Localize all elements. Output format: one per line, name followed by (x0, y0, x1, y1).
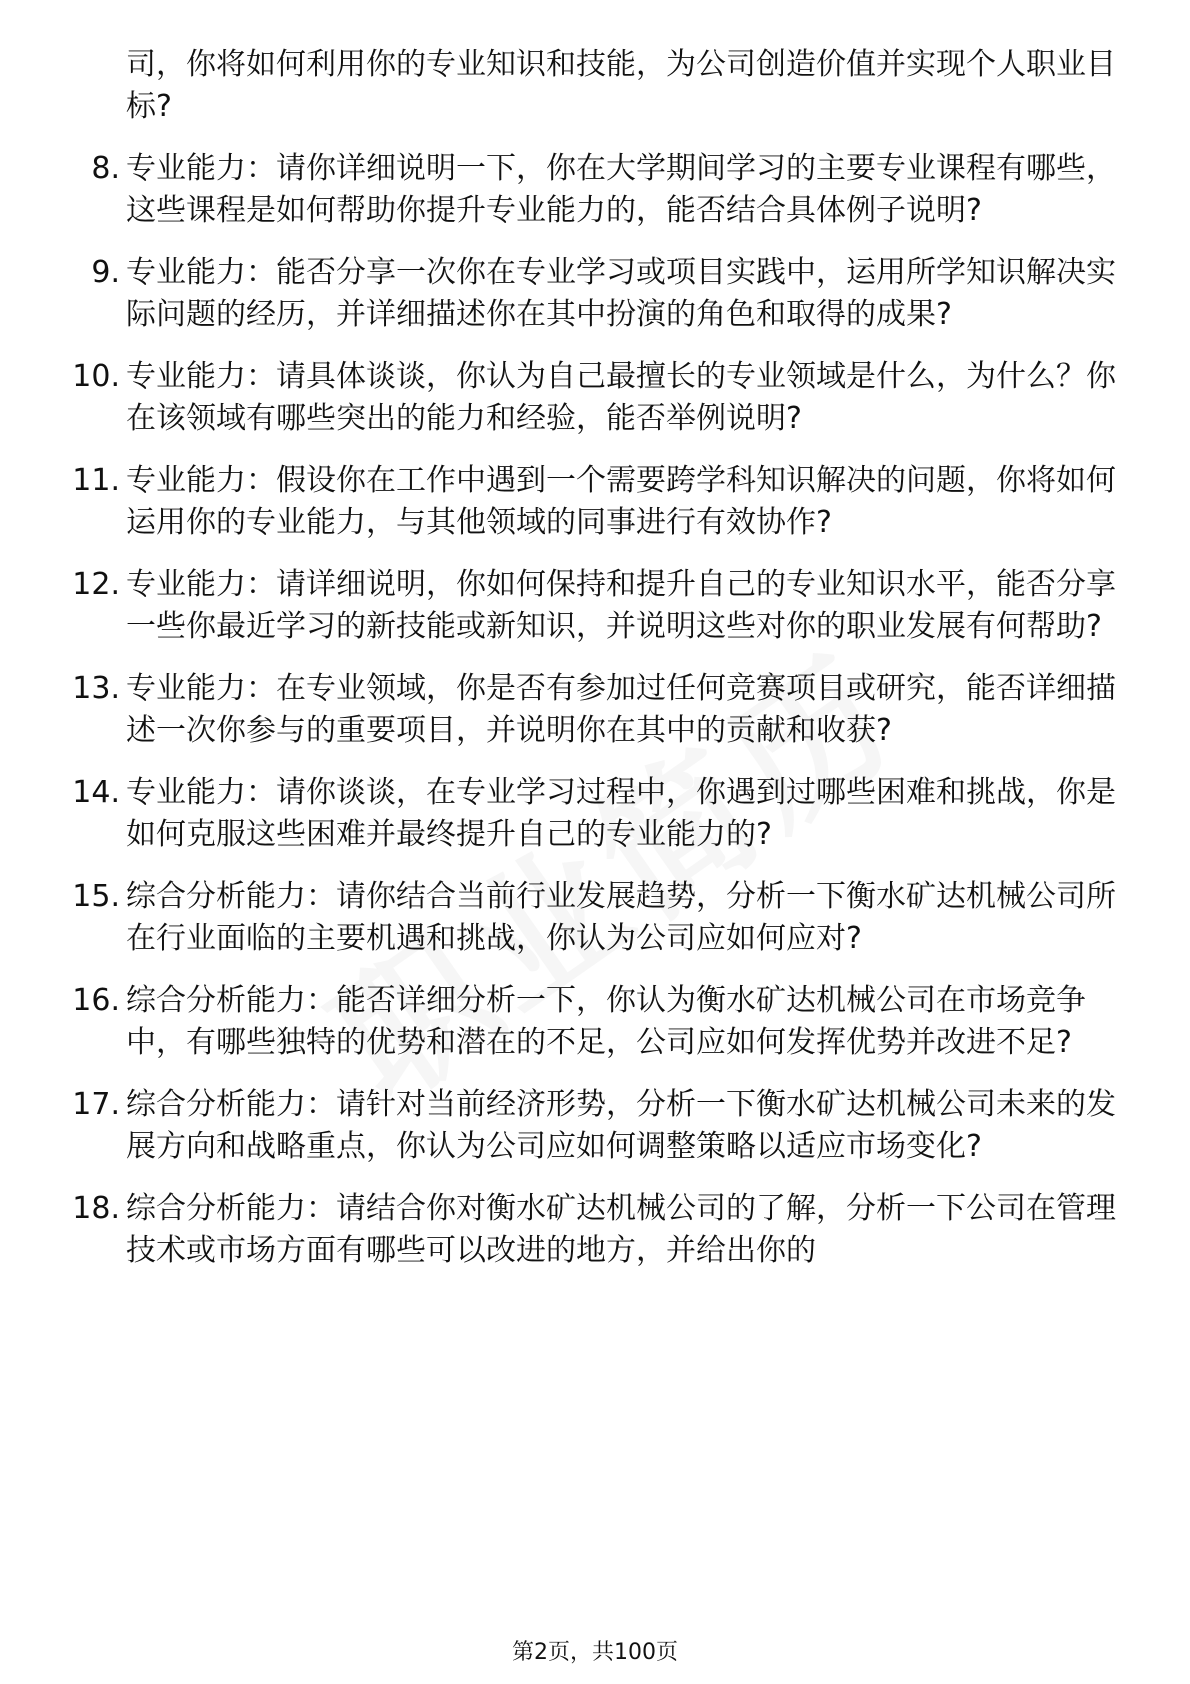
question-number: 13. (72, 671, 120, 706)
question-text: 专业能力：假设你在工作中遇到一个需要跨学科知识解决的问题，你将如何运用你的专业能力，与其他领域的同事进行有效协作? (126, 463, 1116, 540)
question-text: 综合分析能力：请针对当前经济形势，分析一下衡水矿达机械公司未来的发展方向和战略重点，你认为公司应如何调整策略以适应市场变化? (126, 1087, 1116, 1164)
question-item (66, 148, 1126, 232)
question-number: 11. (72, 463, 120, 498)
question-text: 专业能力：请你谈谈，在专业学习过程中，你遇到过哪些困难和挑战，你是如何克服这些困难并最终提升自己的专业能力的? (126, 775, 1116, 852)
question-text: 专业能力：请详细说明，你如何保持和提升自己的专业知识水平，能否分享一些你最近学习的新技能或新知识，并说明这些对你的职业发展有何帮助? (126, 567, 1116, 644)
question-number: 8. (91, 151, 120, 186)
question-number: 14. (72, 775, 120, 810)
question-text: 专业能力：请你详细说明一下，你在大学期间学习的主要专业课程有哪些，这些课程是如何帮助你提升专业能力的，能否结合具体例子说明? (126, 151, 1116, 228)
question-list (66, 148, 1126, 1272)
question-item (66, 772, 1126, 856)
question-number: 9. (91, 255, 120, 290)
question-item (66, 460, 1126, 544)
question-text: 专业能力：请具体谈谈，你认为自己最擅长的专业领域是什么，为什么？你在该领域有哪些突出的能力和经验，能否举例说明? (126, 359, 1116, 436)
question-item (66, 876, 1126, 960)
question-text: 综合分析能力：请结合你对衡水矿达机械公司的了解，分析一下公司在管理技术或市场方面有哪些可以改进的地方，并给出你的 (126, 1191, 1116, 1268)
question-item (66, 980, 1126, 1064)
question-text: 综合分析能力：请你结合当前行业发展趋势，分析一下衡水矿达机械公司所在行业面临的主要机遇和挑战，你认为公司应如何应对? (126, 879, 1116, 956)
question-text: 专业能力：在专业领域，你是否有参加过任何竞赛项目或研究，能否详细描述一次你参与的重要项目，并说明你在其中的贡献和收获? (126, 671, 1116, 748)
question-number: 16. (72, 983, 120, 1018)
question-number: 18. (72, 1191, 120, 1226)
question-item (66, 564, 1126, 648)
question-item (66, 252, 1126, 336)
question-text: 综合分析能力：能否详细分析一下，你认为衡水矿达机械公司在市场竞争中，有哪些独特的优势和潜在的不足，公司应如何发挥优势并改进不足? (126, 983, 1086, 1060)
question-item (66, 668, 1126, 752)
question-content (66, 44, 1126, 1292)
question-item (66, 356, 1126, 440)
question-number: 17. (72, 1087, 120, 1122)
question-number: 10. (72, 359, 120, 394)
page-footer: 第2页，共100页 (512, 1640, 678, 1665)
carry-over-paragraph: 司，你将如何利用你的专业知识和技能，为公司创造价值并实现个人职业目标? (126, 47, 1116, 124)
question-number: 15. (72, 879, 120, 914)
question-text: 专业能力：能否分享一次你在专业学习或项目实践中，运用所学知识解决实际问题的经历，并详细描述你在其中扮演的角色和取得的成果? (126, 255, 1116, 332)
question-item (66, 1084, 1126, 1168)
question-item (66, 1188, 1126, 1272)
question-number: 12. (72, 567, 120, 602)
